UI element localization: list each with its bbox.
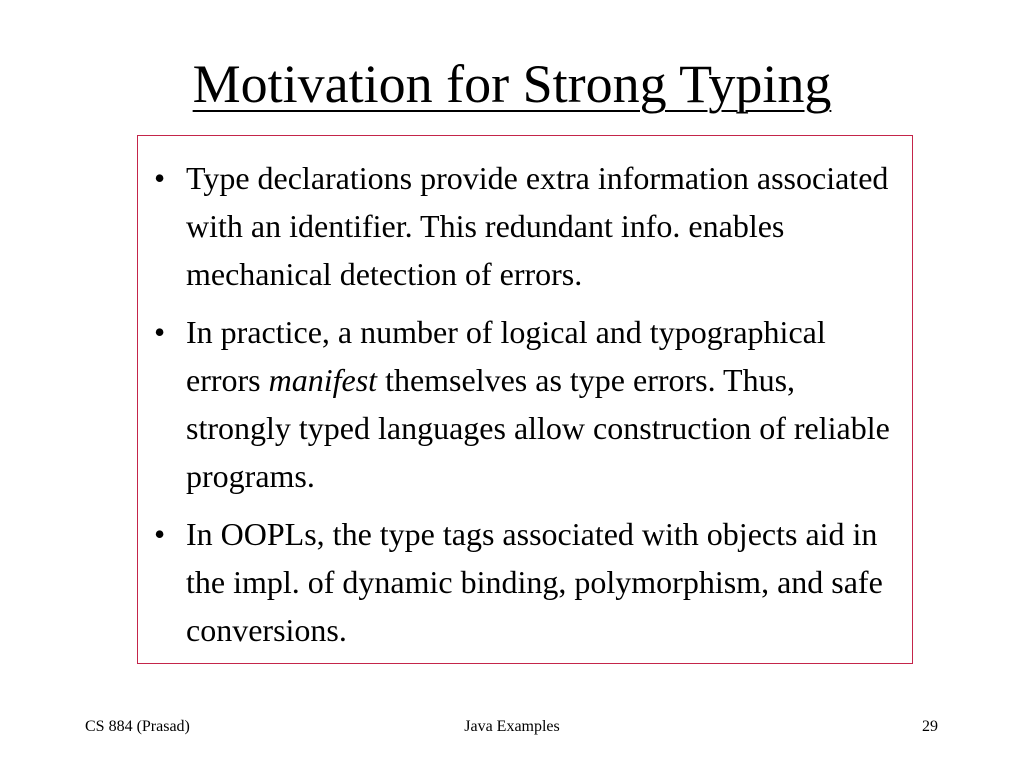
bullet-marker: • <box>154 516 166 552</box>
bullet-text: In OOPLs, the type tags associated with objects aid in the impl. of dynamic binding, polymorphism, and safe conversions. <box>186 516 883 648</box>
bullet-text-before: In practice, a number of logical and typographical errors <box>186 314 826 398</box>
bullet-item <box>138 510 914 654</box>
slide-title-text: Motivation for Strong Typing <box>192 54 832 114</box>
content-box <box>137 135 913 664</box>
footer-topic: Java Examples <box>464 718 560 735</box>
bullet-text-emphasis: manifest <box>268 362 378 398</box>
bullet-item <box>138 308 914 500</box>
bullet-list <box>138 154 914 664</box>
bullet-text <box>186 314 890 494</box>
bullet-text: Type declarations provide extra information associated with an identifier. This redundant info. enables mechanical detection of errors. <box>186 160 889 292</box>
footer-page-number: 29 <box>922 718 938 735</box>
slide-title <box>0 48 1024 120</box>
bullet-text-after: themselves as type errors. Thus, strongly typed languages allow construction of reliable programs. <box>186 362 890 494</box>
bullet-item <box>138 154 914 298</box>
bullet-marker: • <box>154 160 166 196</box>
bullet-marker: • <box>154 314 166 350</box>
footer-course: CS 884 (Prasad) <box>85 718 190 735</box>
